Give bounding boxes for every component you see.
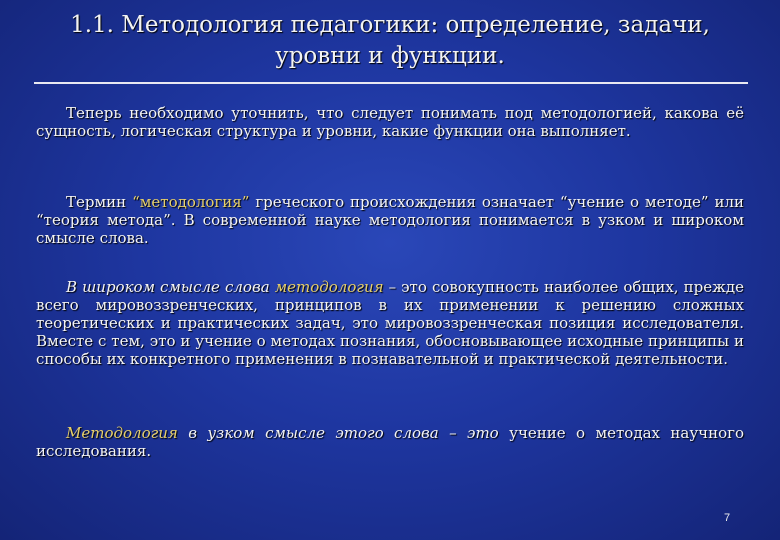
page-number: 7 xyxy=(724,512,731,524)
paragraph-broad-sense xyxy=(36,278,744,368)
paragraph-narrow-sense xyxy=(36,424,744,460)
slide-title xyxy=(40,10,740,72)
broad-sense-rest: – это совокупность наиболее общих, прежде всего мировоззренческих, принципов в их применении к решению сложных теоретических и практических задач, это мировоззренческая позиция исследователя. Вместе с тем, это и учение о методах познания, обосновывающее исходные принципы и способы их конкретного применения в познавательной и практической деятельности. xyxy=(36,278,744,368)
term-methodology-quoted: “методология” xyxy=(132,193,250,211)
title-line-2: уровни и функции. xyxy=(275,43,505,69)
narrow-sense-lead: в узком смысле этого слова – это xyxy=(177,424,499,442)
title-divider xyxy=(34,82,748,84)
term-methodology-broad: методология xyxy=(274,278,384,296)
paragraph-term xyxy=(36,193,744,247)
term-methodology-narrow: Методология xyxy=(66,424,178,442)
paragraph-intro xyxy=(36,104,744,140)
paragraph-term-lead: Термин xyxy=(66,193,133,211)
paragraph-intro-text: Теперь необходимо уточнить, что следует понимать под методологией, какова её сущность, логическая структура и уровни, какие функции она выполняет. xyxy=(36,104,744,140)
paragraph-term-rest: греческого происхождения означает “учение о методе” или “теория метода”. В современной науке методология понимается в узком и широком смысле слова. xyxy=(36,193,745,247)
narrow-sense-rest: учение о методах научного исследования. xyxy=(36,424,744,460)
broad-sense-lead: В широком смысле слова xyxy=(66,278,275,296)
title-line-1: 1.1. Методология педагогики: определение, задачи, xyxy=(70,12,710,38)
